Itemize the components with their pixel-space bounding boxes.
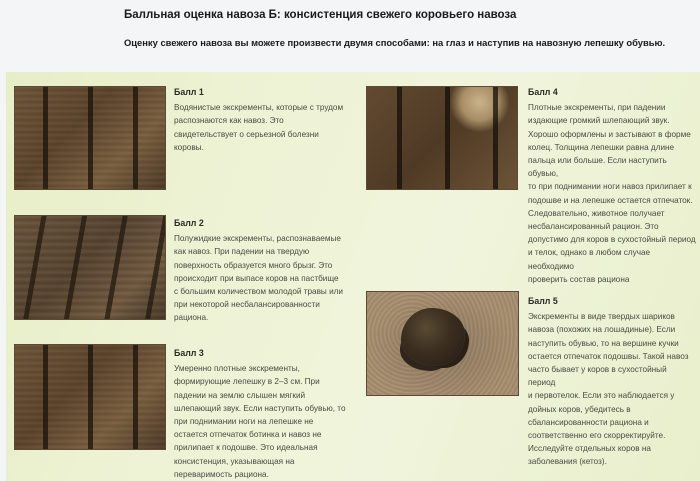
grade-4-title: Балл 4 [528, 87, 558, 97]
grade-3-title: Балл 3 [174, 348, 204, 358]
photo-grade-2 [14, 215, 166, 320]
grade-4-block [528, 86, 696, 286]
content-panel [6, 72, 700, 481]
grade-4-text: Плотные экскременты, при падении издающие громкий шлепающий звук. Хорошо оформлены и застывают в форме колец. Толщина лепешки равна длине пальца или больше. Если наступить обувью, то при поднимании ноги навоз прилипает к подошве и на лепешке остается отпечаток. Следовательно, животное получает несбалансированный рацион. Это допустимо для коров в сухостойный период и телок, однако в любом случае необходимо проверить состав рациона [528, 103, 696, 284]
grade-2-block [174, 217, 364, 325]
grade-5-block [528, 295, 696, 469]
grade-3-block [174, 347, 364, 481]
photo-grade-3 [14, 344, 166, 450]
photo-grade-1 [14, 86, 166, 190]
photo-grade-5 [366, 291, 519, 396]
grade-3-text: Умеренно плотные экскременты, формирующие лепешку в 2–3 см. При падении на землю слышен мягкий шлепающий звук. Если наступить обувью, то при поднимании ноги на лепешке не остается отпечаток ботинка и навоз не прилипает к подошве. Это идеальная консистенция, указывающая на переваримость рациона. [174, 364, 346, 479]
grade-1-text: Водянистые экскременты, которые с трудом распознаются как навоз. Это свидетельствует о серьезной болезни коровы. [174, 103, 344, 152]
page-title: Балльная оценка навоза Б: консистенция свежего коровьего навоза [124, 9, 517, 21]
grade-5-text: Экскременты в виде твердых шариков навоза (похожих на лошадиные). Если наступить обувью, то на вершине кучки остается отпечаток подошвы. Такой навоз часто бывает у коров в сухостойный период и первотелок. Если это наблюдается у дойных коров, убедитесь в сбалансированности рациона и соответственно его скорректируйте. Исследуйте отдельных коров на заболевания (кетоз). [528, 312, 689, 467]
grade-2-text: Полужидкие экскременты, распознаваемые как навоз. При падении на твердую поверхность образуется много брызг. Это происходит при выпасе коров на пастбище с большим количеством молодой травы или при некоторой несбалансированности рациона. [174, 234, 344, 323]
page-subtitle: Оценку свежего навоза вы можете произвести двумя способами: на глаз и наступив на навозную лепешку обувью. [124, 37, 666, 48]
grade-5-title: Балл 5 [528, 296, 558, 306]
photo-grade-4 [366, 86, 518, 190]
dung-pile [401, 308, 465, 366]
grade-1-block [174, 86, 359, 154]
grade-1-title: Балл 1 [174, 87, 204, 97]
grade-2-title: Балл 2 [174, 218, 204, 228]
